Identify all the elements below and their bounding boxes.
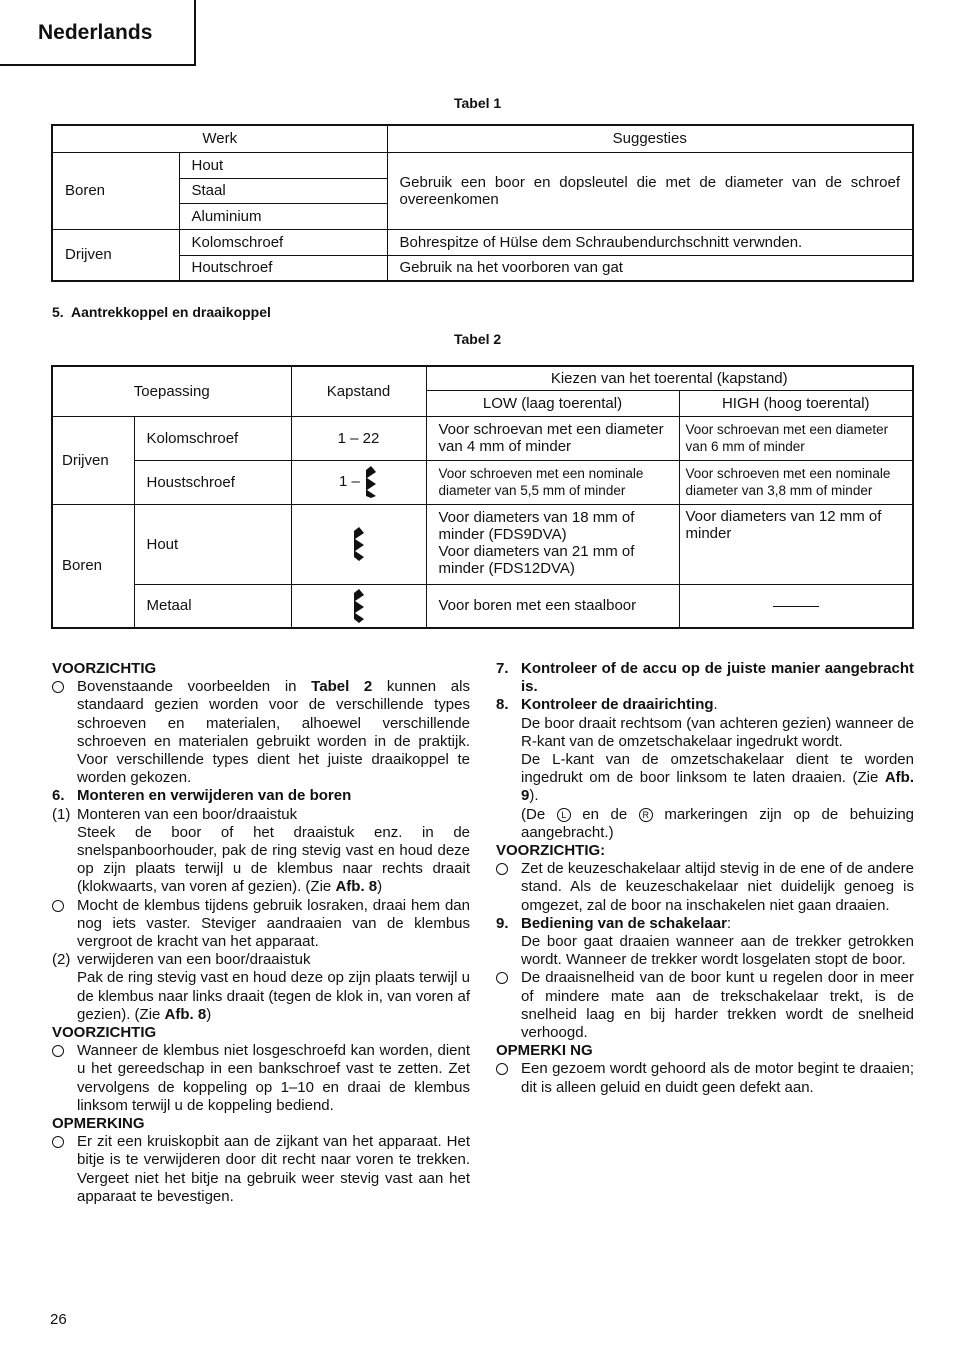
circle-bullet-icon <box>496 1063 508 1075</box>
t2-type: Hout <box>134 504 291 584</box>
text: : <box>726 914 732 932</box>
text: . <box>713 696 718 714</box>
subsection-title: Monteren van een boor/draaistuk <box>77 805 298 823</box>
text: De L-kant van de omzetschakelaar dient te worden ingedrukt om de boor linksom te laten draaien. (Zie <box>521 751 914 787</box>
t1-screw-suggestion: Bohrespitze of Hülse dem Schraubendurchschnitt verwnden. <box>387 229 913 255</box>
t1-head-suggestions: Suggesties <box>387 125 913 152</box>
table-reference: Tabel 2 <box>311 678 373 696</box>
section-num: 6. <box>52 787 65 805</box>
text: Een gezoem wordt gehoord als de motor begint te draaien; dit is alleen geluid en duidt geen defekt aan. <box>521 1060 914 1096</box>
text: Steek de boor of het draaistuk enz. in de snelspanboorhouder, pak de ring stevig vast en houd deze op zijn plaats terwijl u de klembus naar rechts draait (klokwaarts, van voren af gezien). (Zie <box>77 823 470 896</box>
t2-low-cell <box>426 504 679 584</box>
figure-reference: Afb. 8 <box>164 1005 207 1023</box>
caution-heading: VOORZICHTIG <box>52 660 157 677</box>
right-column <box>496 660 914 1097</box>
language-label: Nederlands <box>38 21 153 44</box>
t2-head-choose: Kiezen van het toerental (kapstand) <box>426 366 913 390</box>
text: Zet de keuzeschakelaar altijd stevig in de ene of de andere stand. Als de keuzeschakelaar niet duidelijk genoeg is omgezet, zal de boor na inschakelen niet gaan draaien. <box>521 860 914 914</box>
section5-num: 5. <box>52 304 64 320</box>
text: Pak de ring stevig vast en houd deze op zijn plaats terwijl u de klembus naar links draait (tegen de klok in, van voren af gezien). (Zie <box>77 969 470 1023</box>
t1-drijven: Drijven <box>52 229 179 281</box>
section6-heading <box>52 787 470 805</box>
drill-icon <box>352 527 366 561</box>
t1-material: Staal <box>179 178 387 203</box>
t2-setting: 1 – 22 <box>291 416 426 460</box>
paragraph <box>496 751 914 806</box>
circle-bullet-icon <box>496 972 508 984</box>
t1-material: Aluminium <box>179 203 387 229</box>
subsection-num: (2) <box>52 951 71 969</box>
rotation-left-icon: L <box>557 808 571 822</box>
bullet-item <box>52 678 470 787</box>
t2-drijven: Drijven <box>52 416 134 504</box>
circle-bullet-icon <box>52 1136 64 1148</box>
section-title: Kontroleer of de accu op de juiste manier aangebracht is <box>521 660 914 696</box>
t1-material: Hout <box>179 152 387 178</box>
circle-bullet-icon <box>52 900 64 912</box>
t2-high: Voor diameters van 12 mm of minder <box>679 504 913 584</box>
section7-heading <box>496 660 914 696</box>
t2-head-high: HIGH (hoog toerental) <box>679 390 913 416</box>
text: ). <box>529 787 539 805</box>
t2-setting-cell <box>291 460 426 504</box>
language-tab <box>0 0 196 66</box>
text: markeringen zijn op de behuizing aangebracht.) <box>521 805 915 841</box>
text: Wanneer de klembus niet losgeschroefd kan worden, dient u het gereedschap in een bankschroef vast te zetten. Zet vervolgens de koppeling op 1–10 en draai de klembus linksom terwijl u de koppeling bediend. <box>77 1042 470 1114</box>
figure-reference: Afb. 9 <box>521 769 915 805</box>
caution-heading: VOORZICHTIG: <box>496 842 606 860</box>
t2-low: Voor diameters van 21 mm of minder (FDS12DVA) <box>438 542 635 577</box>
t2-low: Voor boren met een staalboor <box>426 584 679 628</box>
note-heading: OPMERKING <box>52 1115 145 1133</box>
t2-low: Voor schroevan met een diameter van 4 mm of minder <box>426 416 679 460</box>
t2-high: Voor schroevan met een diameter van 6 mm of minder <box>679 416 913 460</box>
circle-bullet-icon <box>52 1045 64 1057</box>
page-number: 26 <box>50 1311 67 1328</box>
subsection-num: (1) <box>52 805 71 823</box>
section8-heading <box>496 696 914 714</box>
section-title: Kontroleer de draairichting <box>521 696 714 714</box>
bullet-item <box>52 1133 470 1206</box>
t2-head-application: Toepassing <box>52 366 291 416</box>
text: . <box>533 678 538 696</box>
t1-boren-suggestion: Gebruik een boor en dopsleutel die met de diameter van de schroef overeenkomen <box>387 152 913 229</box>
caution-heading: VOORZICHTIG <box>52 1024 157 1042</box>
t2-boren: Boren <box>52 504 134 628</box>
table1 <box>51 124 914 282</box>
text: en de <box>582 805 628 823</box>
section-num: 8. <box>496 696 509 714</box>
note-heading: OPMERKI NG <box>496 1042 593 1060</box>
section5-title: Aantrekkoppel en draaikoppel <box>70 304 271 320</box>
paragraph <box>52 969 470 1024</box>
subsection-title: verwijderen van een boor/draaistuk <box>77 951 311 969</box>
t2-head-setting: Kapstand <box>291 366 426 416</box>
t2-type: Houstschroef <box>134 460 291 504</box>
t1-screw-suggestion: Gebruik na het voorboren van gat <box>387 255 913 281</box>
t2-low: Voor diameters van 18 mm of minder (FDS9DVA) <box>438 508 635 543</box>
t1-head-work: Werk <box>52 125 387 152</box>
t2-type: Metaal <box>134 584 291 628</box>
text: (De <box>521 805 546 823</box>
dash-mark <box>773 606 819 607</box>
table1-caption: Tabel 1 <box>454 95 502 111</box>
circle-bullet-icon <box>496 863 508 875</box>
left-column <box>52 660 470 1206</box>
text: Bovenstaande voorbeelden in <box>77 678 297 696</box>
section-title: Monteren en verwijderen van de boren <box>77 787 352 805</box>
table2-caption: Tabel 2 <box>454 331 502 347</box>
t1-boren: Boren <box>52 152 179 229</box>
t2-setting-cell <box>291 584 426 628</box>
text: Mocht de klembus tijdens gebruik losraken, draai hem dan nog iets vaster. Steviger aandraaien van de klembus vergroot de kracht van het apparaat. <box>77 896 470 951</box>
section-title: Bediening van de schakelaar <box>521 914 727 932</box>
t2-setting-cell <box>291 504 426 584</box>
section-num: 7. <box>496 660 509 677</box>
bullet-item <box>496 860 914 915</box>
t2-high-empty <box>679 584 913 628</box>
drill-icon <box>364 466 378 498</box>
paragraph: De boor gaat draaien wanneer aan de trekker getrokken wordt. Wanneer de trekker wordt losgelaten stopt de boor. <box>521 933 914 969</box>
paragraph: De boor draait rechtsom (van achteren gezien) wanneer de R-kant van de omzetschakelaar ingedrukt wordt. <box>521 714 914 750</box>
t2-setting: 1 – <box>338 472 360 490</box>
text: De draaisnelheid van de boor kunt u regelen door in meer of mindere mate aan de trekschakelaar trekt, is de snelheid laag en bij harder trekken wordt de snelheid verhoogd. <box>521 969 914 1042</box>
subsection-heading <box>52 951 470 969</box>
section5-heading <box>52 304 271 320</box>
t1-screw-type: Houtschroef <box>179 255 387 281</box>
text: kunnen als standaard gezien worden voor de verschillende types schroeven en materialen, alhoewel verschillende schroeven en materialen gebruikt worden in de praktijk. Voor verschillende types dient het juiste draaikoppel te worden gekozen. <box>77 678 470 787</box>
t2-type: Kolomschroef <box>134 416 291 460</box>
t2-head-low: LOW (laag toerental) <box>426 390 679 416</box>
t2-high: Voor schroeven met een nominale diameter van 3,8 mm of minder <box>679 460 913 504</box>
section-num: 9. <box>496 914 509 932</box>
section9-heading <box>496 915 914 933</box>
t1-screw-type: Kolomschroef <box>179 229 387 255</box>
paragraph <box>496 806 914 842</box>
t2-low: Voor schroeven met een nominale diameter van 5,5 mm of minder <box>426 460 679 504</box>
figure-reference: Afb. 8 <box>335 878 378 896</box>
text: ) <box>206 1005 212 1023</box>
subsection-heading <box>52 806 470 824</box>
text: ) <box>377 878 383 896</box>
bullet-item <box>52 897 470 952</box>
text: Er zit een kruiskopbit aan de zijkant van het apparaat. Het bitje is te verwijderen door dit recht naar voren te trekken. Vergeet niet het bitje na gebruik weer stevig vast aan het apparaat te bevestigen. <box>77 1133 470 1205</box>
bullet-item <box>52 1042 470 1115</box>
bullet-item <box>496 969 914 1042</box>
paragraph <box>52 824 470 897</box>
circle-bullet-icon <box>52 681 64 693</box>
drill-icon <box>352 589 366 623</box>
table2 <box>51 365 914 629</box>
rotation-right-icon: R <box>639 808 653 822</box>
bullet-item <box>496 1060 914 1096</box>
